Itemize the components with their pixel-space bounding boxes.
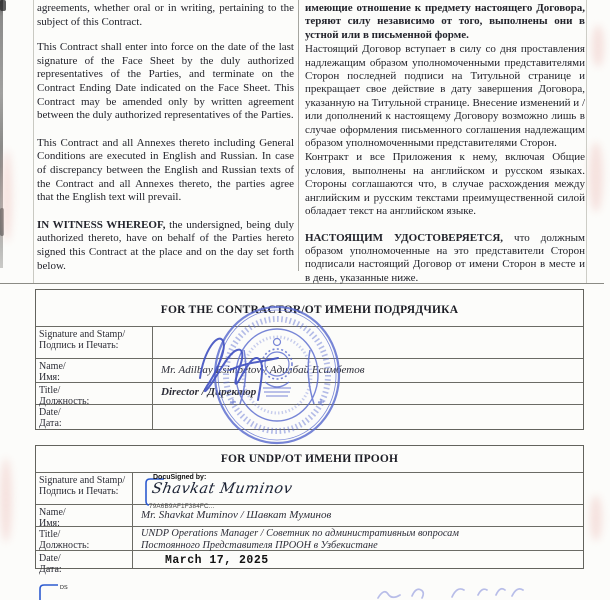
signature-label-ru: Подпись и Печать: [39,340,119,351]
signature-stamp-label [36,327,153,358]
contractor-table-header: FOR THE CONTRACTOR/ОТ ИМЕНИ ПОДРЯДЧИКА [160,304,459,316]
clause-en-witness [37,219,294,273]
clause-ru-3: Контракт и все Приложения к нему, включая Общие условия, выполнены на английском и русском языках. Стороны соглашаются что, в случае расхождения между английским и русским текстами преимущественной силой обладает текст на английском языке. [305,151,585,218]
contractor-handwritten-signature [192,328,288,410]
undp-table-header: FOR UNDP/ОТ ИМЕНИ ПРООН [220,453,399,465]
witness-lead-ru: НАСТОЯЩИМ УДОСТОВЕРЯЕТСЯ, [305,231,504,244]
clause-en-2: This Contract shall enter into force on the date of the last signature of the Face Sheet by the duly authorized representatives of the Parties, and terminate on the Contract Ending Date indicated on the Face Sheet. This Contract may be amended only by written agreement between the duly authorized representatives of the Parties. [37,41,294,122]
date-label-en: Date/ [39,553,61,564]
date-label [36,551,133,575]
clause-en-1: agreements, whether oral or in writing, pertaining to the subject of this Contract. [37,2,294,28]
title-label-ru: Должность: [39,396,90,407]
name-label-ru: Имя: [39,518,60,529]
date-label [36,405,153,429]
scan-smudge [592,25,604,67]
title-label [36,383,153,407]
date-label-ru: Дата: [39,564,62,575]
title-label [36,527,133,550]
scan-smudge [2,150,12,242]
witness-rest-en: the undersigned, being duly authorized thereto, have on behalf of the Parties hereto signed this Contract at the place and on the day set forth below. [37,218,295,272]
witness-lead-en: IN WITNESS WHEREOF, [37,218,166,231]
signature-label-ru: Подпись и Печать: [39,486,119,497]
docusign-initial-tag [36,582,82,600]
clause-en-3: This Contract and all Annexes thereto including General Conditions are executed in English and Russian. In case of discrepancy between the English and Russian texts of the Contract and all Annexes thereto, the parties agree that the English text will prevail. [37,136,294,204]
date-label-en: Date/ [39,407,61,418]
name-label-en: Name/ [39,361,66,372]
docusign-envelope-id: 79A6B9AF1F384FC... [149,503,215,510]
scan-smudge [0,458,12,542]
column-border-left [33,0,34,283]
signature-label-en: Signature and Stamp/ [39,475,126,486]
title-label-ru: Должность: [39,540,90,551]
scan-smudge [589,142,603,212]
name-label-ru: Имя: [39,372,60,383]
signature-label-en: Signature and Stamp/ [39,329,126,340]
clause-ru-witness [305,232,585,286]
contractor-title-value: Director / Директор [161,386,257,398]
name-label [36,505,133,529]
undp-date-row [36,550,583,575]
title-label-en: Title/ [39,385,61,396]
undp-title-value [133,527,583,550]
undp-title-row [36,526,583,550]
scan-smudge [590,495,602,541]
docusign-signature-block [138,474,368,512]
contract-text-russian [305,2,585,286]
undp-date-value: March 17, 2025 [165,554,269,567]
undp-title-line2: Постоянного Представителя ПРООН в Узбекистане [141,539,378,551]
column-divider [298,0,299,271]
clause-ru-1: имеющие отношение к предмету настоящего Договора, теряют силу независимо от того, выполнены они в устной или в письменной форме. [305,2,585,41]
undp-title-line1: UNDP Operations Manager / Советник по административным вопросам [141,528,459,539]
undp-name-value: Mr. Shavkat Muminov / Шавкат Муминов [141,509,332,521]
scan-edge-artifact [0,0,6,11]
docusign-signed-by-label: DocuSigned by: [153,474,207,481]
handwritten-initials-scribble [360,583,570,600]
title-label-en: Title/ [39,529,61,540]
docusign-initial-tag-label: DS [60,585,68,591]
contract-text-english [37,2,294,285]
name-label-en: Name/ [39,507,66,518]
contractor-name-value: Mr. Adilbay Esimbetov / Адилбай Есимбетов [161,364,365,376]
signature-stamp-label [36,473,133,504]
column-border-right [586,0,587,283]
docusign-script-signature: Shavkat Muminov [150,481,294,497]
clause-ru-2: Настоящий Договор вступает в силу со дня проставления надлежащим образом уполномоченными представителями Сторон последней подписи на Титульной странице и прекращает свое действие в дату завершения Договора, указанную на Титульной странице. Внесение изменений и / или дополнений к настоящему Договору возможно лишь в случае оформления письменного соглашения надлежащим образом уполномоченными представителями Сторон. [305,43,585,150]
date-label-ru: Дата: [39,418,62,429]
witness-rest-ru: что должным образом уполномоченные на это представители Сторон подписали настоящий Договор от имени Сторон в месте и в день, указанные ниже. [305,231,585,284]
name-label [36,359,153,382]
